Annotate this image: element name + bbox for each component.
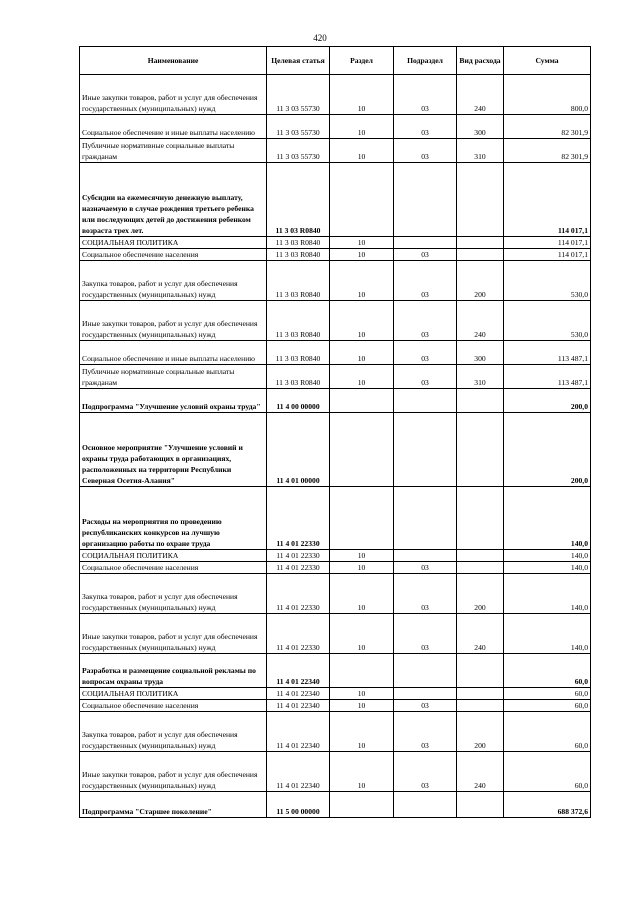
table-row (80, 487, 591, 550)
row-section: 10 (330, 550, 394, 562)
row-sum: 800,0 (504, 75, 591, 115)
row-code: 11 4 01 22330 (267, 614, 330, 654)
row-section: 10 (330, 574, 394, 614)
row-sum: 140,0 (504, 550, 591, 562)
row-code: 11 3 03 55730 (267, 75, 330, 115)
row-code: 11 3 03 R0840 (267, 261, 330, 301)
row-type (457, 163, 504, 237)
row-section: 10 (330, 237, 394, 249)
row-subsection: 03 (394, 301, 457, 341)
row-sum: 113 487,1 (504, 341, 591, 365)
table-row (80, 301, 591, 341)
row-subsection: 03 (394, 75, 457, 115)
row-code: 11 4 00 00000 (267, 389, 330, 413)
row-name: СОЦИАЛЬНАЯ ПОЛИТИКА (80, 688, 267, 700)
row-sum: 114 017,1 (504, 163, 591, 237)
row-sum: 60,0 (504, 700, 591, 712)
row-name: Иные закупки товаров, работ и услуг для обеспечения государственных (муниципальных) нужд (80, 752, 267, 792)
row-name: Иные закупки товаров, работ и услуг для обеспечения государственных (муниципальных) нужд (80, 75, 267, 115)
row-code: 11 4 01 22340 (267, 712, 330, 752)
row-subsection (394, 389, 457, 413)
row-sum: 60,0 (504, 688, 591, 700)
table-row (80, 614, 591, 654)
row-code: 11 4 01 22340 (267, 688, 330, 700)
row-section: 10 (330, 301, 394, 341)
table-row (80, 237, 591, 249)
row-name: Закупка товаров, работ и услуг для обеспечения государственных (муниципальных) нужд (80, 574, 267, 614)
row-name: Социальное обеспечение и иные выплаты населению (80, 341, 267, 365)
row-section (330, 163, 394, 237)
row-type (457, 237, 504, 249)
row-name: Подпрограмма "Старшее поколение" (80, 792, 267, 818)
row-subsection (394, 688, 457, 700)
table-body (80, 75, 591, 818)
row-subsection (394, 550, 457, 562)
row-type: 310 (457, 139, 504, 163)
row-type (457, 792, 504, 818)
row-type (457, 389, 504, 413)
row-section: 10 (330, 562, 394, 574)
row-code: 11 3 03 R0840 (267, 341, 330, 365)
row-type (457, 700, 504, 712)
row-name: Подпрограмма "Улучшение условий охраны труда" (80, 389, 267, 413)
row-type: 200 (457, 574, 504, 614)
header-type: Вид расхода (457, 47, 504, 75)
table-header-row (80, 47, 591, 75)
row-section: 10 (330, 75, 394, 115)
row-name: Публичные нормативные социальные выплаты гражданам (80, 139, 267, 163)
row-type: 200 (457, 261, 504, 301)
row-name: Разработка и размещение социальной рекламы по вопросам охраны труда (80, 654, 267, 688)
row-section: 10 (330, 115, 394, 139)
header-code: Целевая статья (267, 47, 330, 75)
table-row (80, 139, 591, 163)
row-subsection (394, 163, 457, 237)
row-type (457, 562, 504, 574)
row-subsection: 03 (394, 261, 457, 301)
row-sum: 60,0 (504, 752, 591, 792)
row-section: 10 (330, 688, 394, 700)
row-name: Закупка товаров, работ и услуг для обеспечения государственных (муниципальных) нужд (80, 261, 267, 301)
row-subsection: 03 (394, 562, 457, 574)
row-name: Расходы на мероприятия по проведению республиканских конкурсов на лучшую организацию работы по охране труда (80, 487, 267, 550)
row-section (330, 389, 394, 413)
row-name: Социальное обеспечение и иные выплаты населению (80, 115, 267, 139)
row-sum: 140,0 (504, 562, 591, 574)
row-sum: 114 017,1 (504, 237, 591, 249)
row-section (330, 792, 394, 818)
row-type (457, 550, 504, 562)
table-row (80, 163, 591, 237)
row-subsection: 03 (394, 614, 457, 654)
row-type: 240 (457, 301, 504, 341)
row-section: 10 (330, 752, 394, 792)
row-code: 11 5 00 00000 (267, 792, 330, 818)
row-code: 11 4 01 22340 (267, 752, 330, 792)
row-type: 240 (457, 752, 504, 792)
row-subsection (394, 237, 457, 249)
row-subsection: 03 (394, 115, 457, 139)
row-type: 240 (457, 614, 504, 654)
row-sum: 140,0 (504, 614, 591, 654)
row-section (330, 413, 394, 487)
row-code: 11 3 03 R0840 (267, 249, 330, 261)
row-type (457, 688, 504, 700)
row-name: Субсидии на ежемесячную денежную выплату, назначаемую в случае рождения третьего ребенка или последующих детей до достижения ребенком возраста трех лет. (80, 163, 267, 237)
row-subsection: 03 (394, 752, 457, 792)
table-row (80, 574, 591, 614)
row-subsection (394, 487, 457, 550)
header-section: Раздел (330, 47, 394, 75)
table-row (80, 712, 591, 752)
row-sum: 200,0 (504, 389, 591, 413)
header-subsection: Подраздел (394, 47, 457, 75)
header-name: Наименование (80, 47, 267, 75)
table-row (80, 389, 591, 413)
row-section: 10 (330, 614, 394, 654)
row-section: 10 (330, 139, 394, 163)
table-row (80, 115, 591, 139)
row-sum: 200,0 (504, 413, 591, 487)
row-sum: 60,0 (504, 712, 591, 752)
row-name: Закупка товаров, работ и услуг для обеспечения государственных (муниципальных) нужд (80, 712, 267, 752)
row-code: 11 4 01 00000 (267, 413, 330, 487)
row-code: 11 3 03 55730 (267, 139, 330, 163)
row-sum: 82 301,9 (504, 115, 591, 139)
row-sum: 530,0 (504, 301, 591, 341)
row-section: 10 (330, 249, 394, 261)
row-code: 11 4 01 22330 (267, 562, 330, 574)
row-section (330, 654, 394, 688)
row-section (330, 487, 394, 550)
table-row (80, 550, 591, 562)
row-name: Иные закупки товаров, работ и услуг для обеспечения государственных (муниципальных) нужд (80, 614, 267, 654)
row-type: 300 (457, 341, 504, 365)
row-type (457, 249, 504, 261)
row-code: 11 3 03 R0840 (267, 163, 330, 237)
row-code: 11 4 01 22340 (267, 700, 330, 712)
row-code: 11 4 01 22330 (267, 550, 330, 562)
row-subsection (394, 792, 457, 818)
table-row (80, 261, 591, 301)
header-sum: Сумма (504, 47, 591, 75)
row-name: Социальное обеспечение населения (80, 562, 267, 574)
row-section: 10 (330, 365, 394, 389)
table-row (80, 75, 591, 115)
row-name: СОЦИАЛЬНАЯ ПОЛИТИКА (80, 237, 267, 249)
row-code: 11 4 01 22330 (267, 487, 330, 550)
row-name: Социальное обеспечение населения (80, 700, 267, 712)
table-row (80, 562, 591, 574)
table-row (80, 752, 591, 792)
row-name: Основное мероприятие "Улучшение условий и охраны труда работающих в организациях, расположенных на территории Республики Северная Осетия-Алания" (80, 413, 267, 487)
row-type: 300 (457, 115, 504, 139)
table-row (80, 249, 591, 261)
row-code: 11 4 01 22340 (267, 654, 330, 688)
row-name: СОЦИАЛЬНАЯ ПОЛИТИКА (80, 550, 267, 562)
row-subsection (394, 654, 457, 688)
row-section: 10 (330, 341, 394, 365)
table-row (80, 792, 591, 818)
table-row (80, 413, 591, 487)
row-sum: 140,0 (504, 574, 591, 614)
row-subsection: 03 (394, 574, 457, 614)
row-code: 11 3 03 55730 (267, 115, 330, 139)
budget-table (79, 46, 591, 818)
row-sum: 114 017,1 (504, 249, 591, 261)
row-subsection: 03 (394, 712, 457, 752)
row-name: Социальное обеспечение населения (80, 249, 267, 261)
row-code: 11 3 03 R0840 (267, 301, 330, 341)
row-type (457, 654, 504, 688)
row-sum: 82 301,9 (504, 139, 591, 163)
row-subsection: 03 (394, 139, 457, 163)
row-section: 10 (330, 700, 394, 712)
row-type: 310 (457, 365, 504, 389)
row-subsection: 03 (394, 365, 457, 389)
row-code: 11 3 03 R0840 (267, 365, 330, 389)
row-sum: 140,0 (504, 487, 591, 550)
row-type: 240 (457, 75, 504, 115)
row-section: 10 (330, 712, 394, 752)
row-type (457, 413, 504, 487)
row-code: 11 3 03 R0840 (267, 237, 330, 249)
row-code: 11 4 01 22330 (267, 574, 330, 614)
row-sum: 688 372,6 (504, 792, 591, 818)
page-number: 420 (313, 33, 327, 43)
table-row (80, 654, 591, 688)
row-sum: 530,0 (504, 261, 591, 301)
row-section: 10 (330, 261, 394, 301)
row-sum: 113 487,1 (504, 365, 591, 389)
row-subsection: 03 (394, 249, 457, 261)
row-name: Публичные нормативные социальные выплаты гражданам (80, 365, 267, 389)
table-row (80, 341, 591, 365)
table-row (80, 700, 591, 712)
row-subsection: 03 (394, 341, 457, 365)
table-row (80, 688, 591, 700)
table-row (80, 365, 591, 389)
row-subsection (394, 413, 457, 487)
row-sum: 60,0 (504, 654, 591, 688)
row-name: Иные закупки товаров, работ и услуг для обеспечения государственных (муниципальных) нужд (80, 301, 267, 341)
row-type: 200 (457, 712, 504, 752)
row-subsection: 03 (394, 700, 457, 712)
row-type (457, 487, 504, 550)
